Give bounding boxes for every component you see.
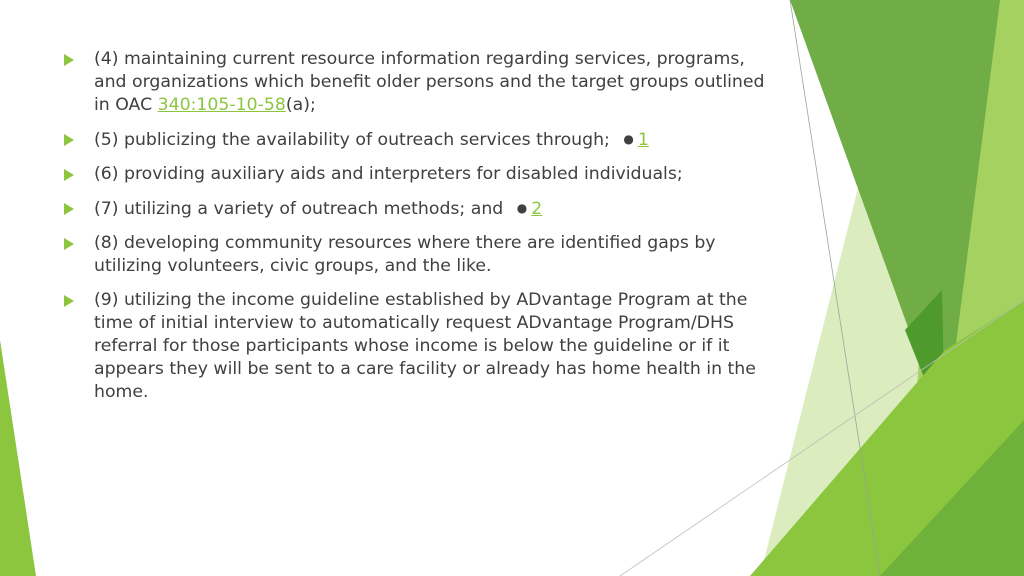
bullet-9-text: (9) utilizing the income guideline established by ADvantage Program at the time of initial interview to automatically request ADvantage Program/DHS referral for those participants whose income is below the guideline or if it appears they will be sent to a care facility or already has home health in the home. <box>94 290 756 402</box>
bullet-4-text: (4) maintaining current resource information regarding services, programs, and organizations which benefit older persons and the target groups outlined in OAC <box>94 49 765 115</box>
bullet-arrow-icon <box>64 54 74 66</box>
bullet-arrow-icon <box>64 169 74 181</box>
sub-bullet-2 <box>517 199 542 219</box>
sub-link-1[interactable]: 1 <box>637 130 649 150</box>
sub-link-2[interactable]: 2 <box>531 199 543 219</box>
bullet-arrow-icon <box>64 134 74 146</box>
bullet-list <box>62 48 782 415</box>
oac-reference-link[interactable]: 340:105-10-58 <box>157 95 286 115</box>
bullet-item-9 <box>62 289 782 404</box>
bullet-item-5 <box>62 128 782 152</box>
bullet-item-7 <box>62 197 782 221</box>
bullet-item-4 <box>62 48 782 117</box>
bullet-7-text: (7) utilizing a variety of outreach methods; and <box>94 199 504 219</box>
sub-bullet-1 <box>623 130 648 150</box>
bullet-8-text: (8) developing community resources where there are identified gaps by utilizing volunteers, civic groups, and the like. <box>94 233 716 276</box>
sub-bullet-dot-icon: ● <box>516 201 528 215</box>
bullet-arrow-icon <box>64 238 74 250</box>
bullet-5-text: (5) publicizing the availability of outreach services through; <box>94 130 610 150</box>
bullet-item-6 <box>62 163 782 186</box>
bullet-arrow-icon <box>64 295 74 307</box>
bullet-item-8 <box>62 232 782 278</box>
bullet-6-text: (6) providing auxiliary aids and interpreters for disabled individuals; <box>94 164 683 184</box>
bullet-arrow-icon <box>64 203 74 215</box>
sub-bullet-dot-icon: ● <box>623 132 634 146</box>
deco-left-triangle <box>0 340 36 576</box>
bullet-4-suffix: (a); <box>285 95 316 115</box>
